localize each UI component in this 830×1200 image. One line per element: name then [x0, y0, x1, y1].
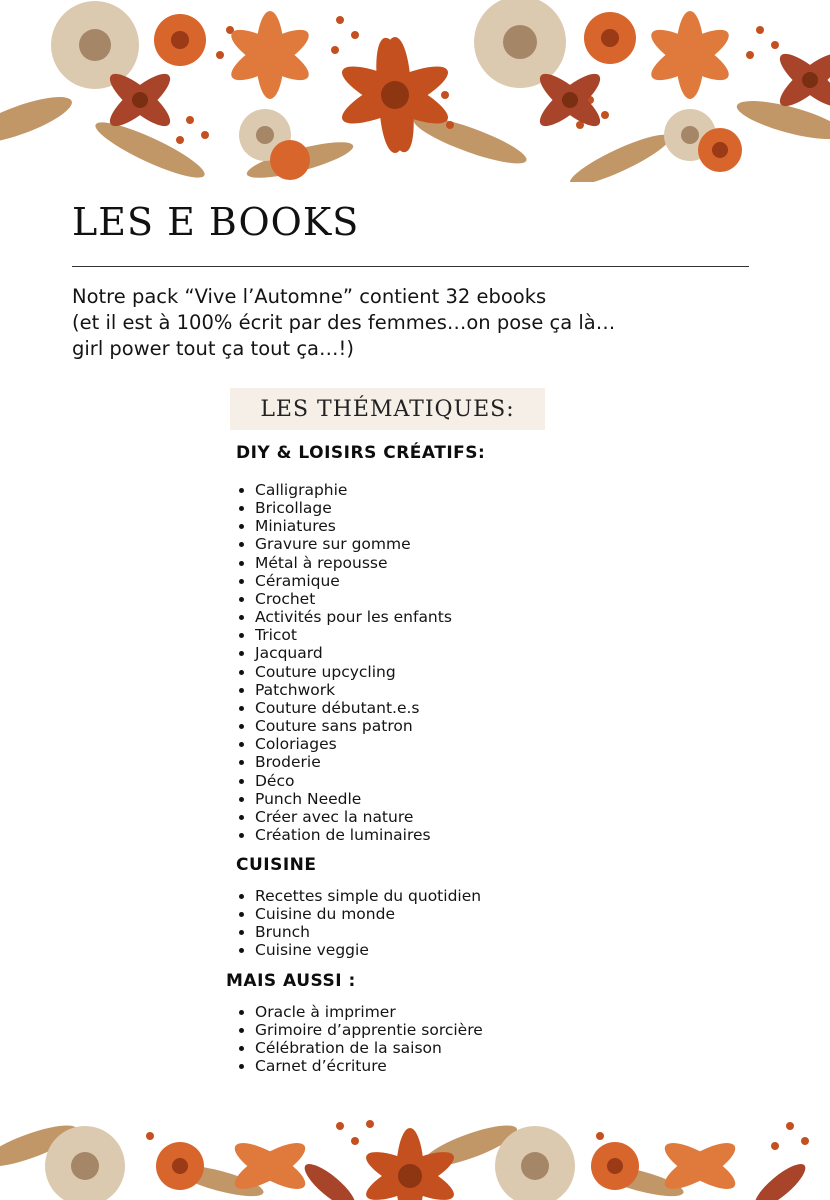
list-item: Cuisine veggie: [236, 941, 481, 959]
list-item: Gravure sur gomme: [236, 535, 452, 553]
intro-line: Notre pack “Vive l’Automne” contient 32 ebooks: [72, 285, 547, 308]
themes-label-box: [230, 388, 545, 430]
themes-label: LES THÉMATIQUES:: [260, 396, 515, 422]
list-item: Miniatures: [236, 517, 452, 535]
mais-aussi-list: [236, 1003, 483, 1076]
list-item: Couture débutant.e.s: [236, 699, 452, 717]
section-heading-mais-aussi: MAIS AUSSI :: [226, 971, 356, 991]
list-item: Bricollage: [236, 499, 452, 517]
list-item: Couture sans patron: [236, 717, 452, 735]
top-floral-border-icon: [0, 0, 830, 182]
list-item: Oracle à imprimer: [236, 1003, 483, 1021]
list-item: Carnet d’écriture: [236, 1057, 483, 1075]
page-title: LES E BOOKS: [72, 200, 360, 244]
list-item: Activités pour les enfants: [236, 608, 452, 626]
section-heading-cuisine: CUISINE: [236, 855, 317, 875]
floral-illustration-bottom: [0, 1106, 830, 1200]
cuisine-list: [236, 887, 481, 960]
intro-paragraph: [72, 284, 772, 362]
list-item: Calligraphie: [236, 481, 452, 499]
list-item: Crochet: [236, 590, 452, 608]
list-item: Jacquard: [236, 644, 452, 662]
list-item: Grimoire d’apprentie sorcière: [236, 1021, 483, 1039]
list-item: Métal à repousse: [236, 554, 452, 572]
list-item: Patchwork: [236, 681, 452, 699]
title-divider: [72, 266, 749, 267]
bottom-floral-border-icon: [0, 1106, 830, 1200]
intro-line: girl power tout ça tout ça…!): [72, 337, 354, 360]
section-heading-diy: DIY & LOISIRS CRÉATIFS:: [236, 443, 486, 463]
diy-list: [236, 481, 452, 844]
list-item: Couture upcycling: [236, 663, 452, 681]
list-item: Punch Needle: [236, 790, 452, 808]
list-item: Broderie: [236, 753, 452, 771]
list-item: Célébration de la saison: [236, 1039, 483, 1057]
list-item: Tricot: [236, 626, 452, 644]
list-item: Créer avec la nature: [236, 808, 452, 826]
floral-illustration-top: [0, 0, 830, 182]
list-item: Recettes simple du quotidien: [236, 887, 481, 905]
list-item: Création de luminaires: [236, 826, 452, 844]
list-item: Cuisine du monde: [236, 905, 481, 923]
list-item: Brunch: [236, 923, 481, 941]
intro-line: (et il est à 100% écrit par des femmes…on pose ça là…: [72, 311, 616, 334]
list-item: Céramique: [236, 572, 452, 590]
list-item: Déco: [236, 772, 452, 790]
list-item: Coloriages: [236, 735, 452, 753]
